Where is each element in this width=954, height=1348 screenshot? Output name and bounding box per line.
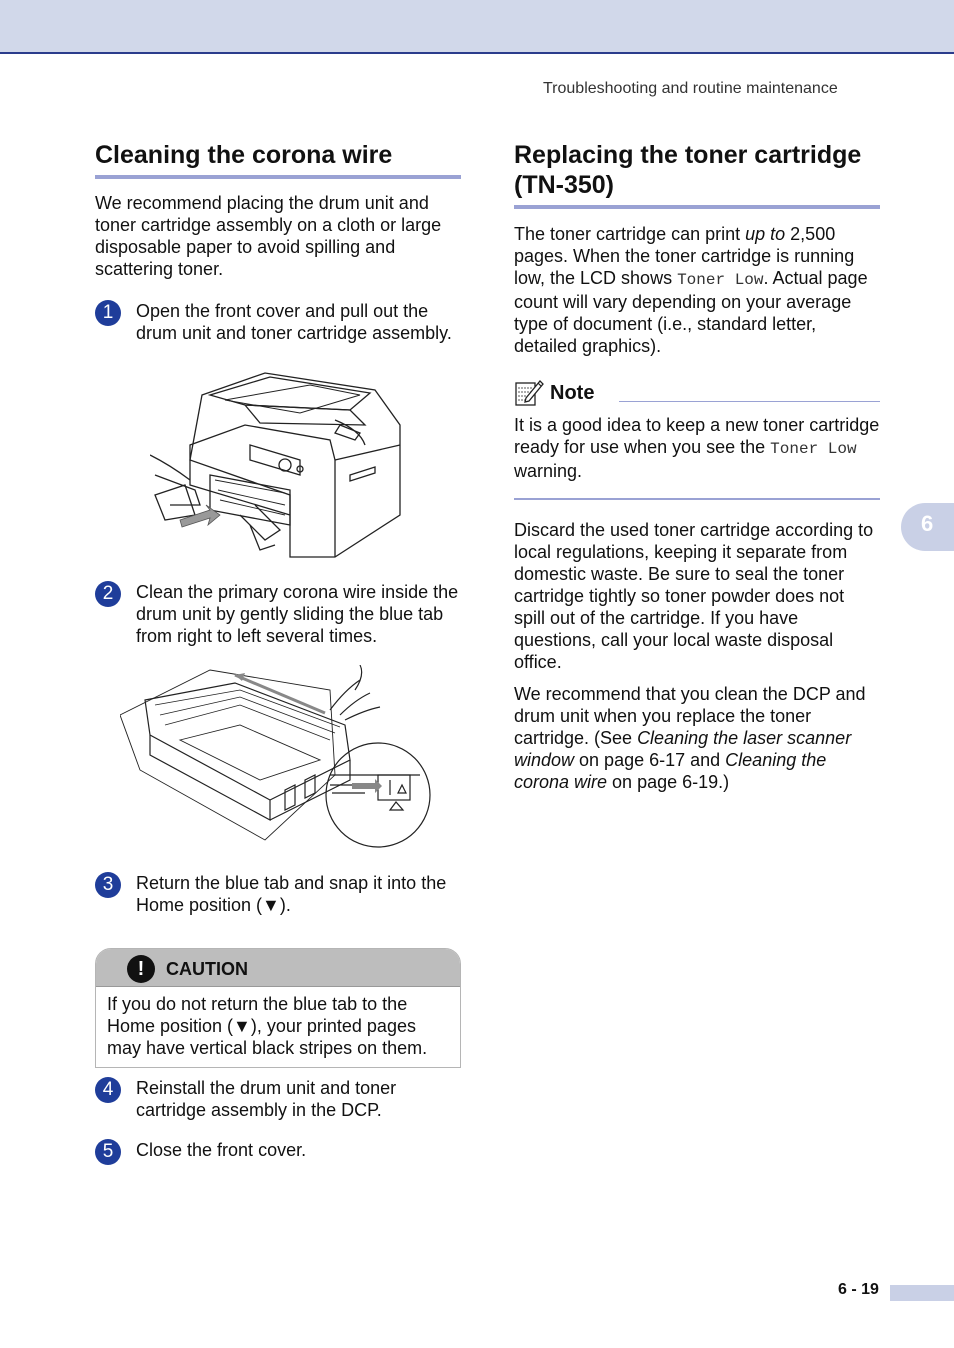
step-4: [95, 1077, 465, 1121]
step-text: Return the blue tab and snap it into the Home position (▼).: [136, 873, 447, 915]
step-2: [95, 581, 465, 647]
step-1: [95, 300, 465, 344]
lcd-message: Toner Low: [677, 271, 764, 289]
title-rule: [514, 205, 880, 209]
drum-removal-illustration: [150, 365, 410, 560]
step-text: Reinstall the drum unit and toner cartridge assembly in the DCP.: [136, 1078, 397, 1120]
corona-wire-illustration: [120, 665, 440, 855]
step-text: Open the front cover and pull out the drum unit and toner cartridge assembly.: [136, 301, 452, 343]
step-number: 1: [95, 300, 121, 326]
caution-title: CAUTION: [166, 959, 248, 979]
section-title-corona: Cleaning the corona wire: [95, 141, 393, 169]
title-rule: [95, 175, 461, 179]
intro-paragraph: We recommend placing the drum unit and toner cartridge assembly on a cloth or large disposable paper to avoid spilling and scattering toner.: [95, 193, 442, 279]
link-cleaning-laser-scanner: Cleaning the laser scanner window: [514, 728, 852, 770]
caution-box: [95, 948, 461, 1068]
note-pencil-icon: [514, 378, 544, 406]
step-5: [95, 1139, 465, 1161]
top-band: [0, 0, 954, 54]
note-box: [514, 377, 880, 500]
disposal-paragraph: Discard the used toner cartridge according to local regulations, keeping it separate from domestic waste. Be sure to seal the toner cartridge tightly so toner powder does not spill out of the cartridge. If you have questions, call your local waste disposal office.: [514, 520, 874, 672]
note-header-line: [619, 401, 880, 402]
chapter-tab[interactable]: [901, 503, 954, 551]
caution-header: [96, 949, 460, 986]
step-number: 5: [95, 1139, 121, 1165]
cleaning-reference-paragraph: We recommend that you clean the DCP and drum unit when you replace the toner cartridge. (See Cleaning the laser scanner window on page 6-17 and Cleaning the corona wire on page 6-19.): [514, 684, 866, 792]
footer-bar: [890, 1285, 954, 1301]
step-number: 3: [95, 872, 121, 898]
step-text: Close the front cover.: [136, 1140, 307, 1160]
lcd-message: Toner Low: [770, 440, 857, 458]
page-number: 6 - 19: [838, 1281, 879, 1298]
note-text: It is a good idea to keep a new toner cartridge ready for use when you see the Toner Low warning.: [514, 415, 880, 481]
note-title: Note: [550, 382, 595, 404]
chapter-number: 6: [921, 511, 934, 536]
step-number: 2: [95, 581, 121, 607]
step-text: Clean the primary corona wire inside the drum unit by gently sliding the blue tab from right to left several times.: [136, 582, 459, 646]
running-header: Troubleshooting and routine maintenance: [543, 80, 838, 97]
toner-capacity-paragraph: The toner cartridge can print up to 2,500 pages. When the toner cartridge is running low, the LCD shows Toner Low. Actual page count will vary depending on your average type of document (i.e., standard letter, detailed graphics).: [514, 224, 868, 356]
link-cleaning-corona-wire: Cleaning the corona wire: [514, 750, 827, 792]
right-column: [514, 140, 880, 792]
title-line-2: (TN-350): [514, 171, 615, 199]
note-header: [514, 377, 880, 407]
step-number: 4: [95, 1077, 121, 1103]
title-line-1: Replacing the toner cartridge: [514, 141, 862, 169]
step-3: [95, 872, 465, 916]
left-column: [95, 140, 461, 1162]
note-bottom-rule: [514, 498, 880, 500]
exclamation-icon: !: [127, 955, 155, 983]
caution-text: If you do not return the blue tab to the Home position (▼), your printed pages may have vertical black stripes on them.: [96, 986, 460, 1059]
section-title-toner: [514, 140, 880, 200]
